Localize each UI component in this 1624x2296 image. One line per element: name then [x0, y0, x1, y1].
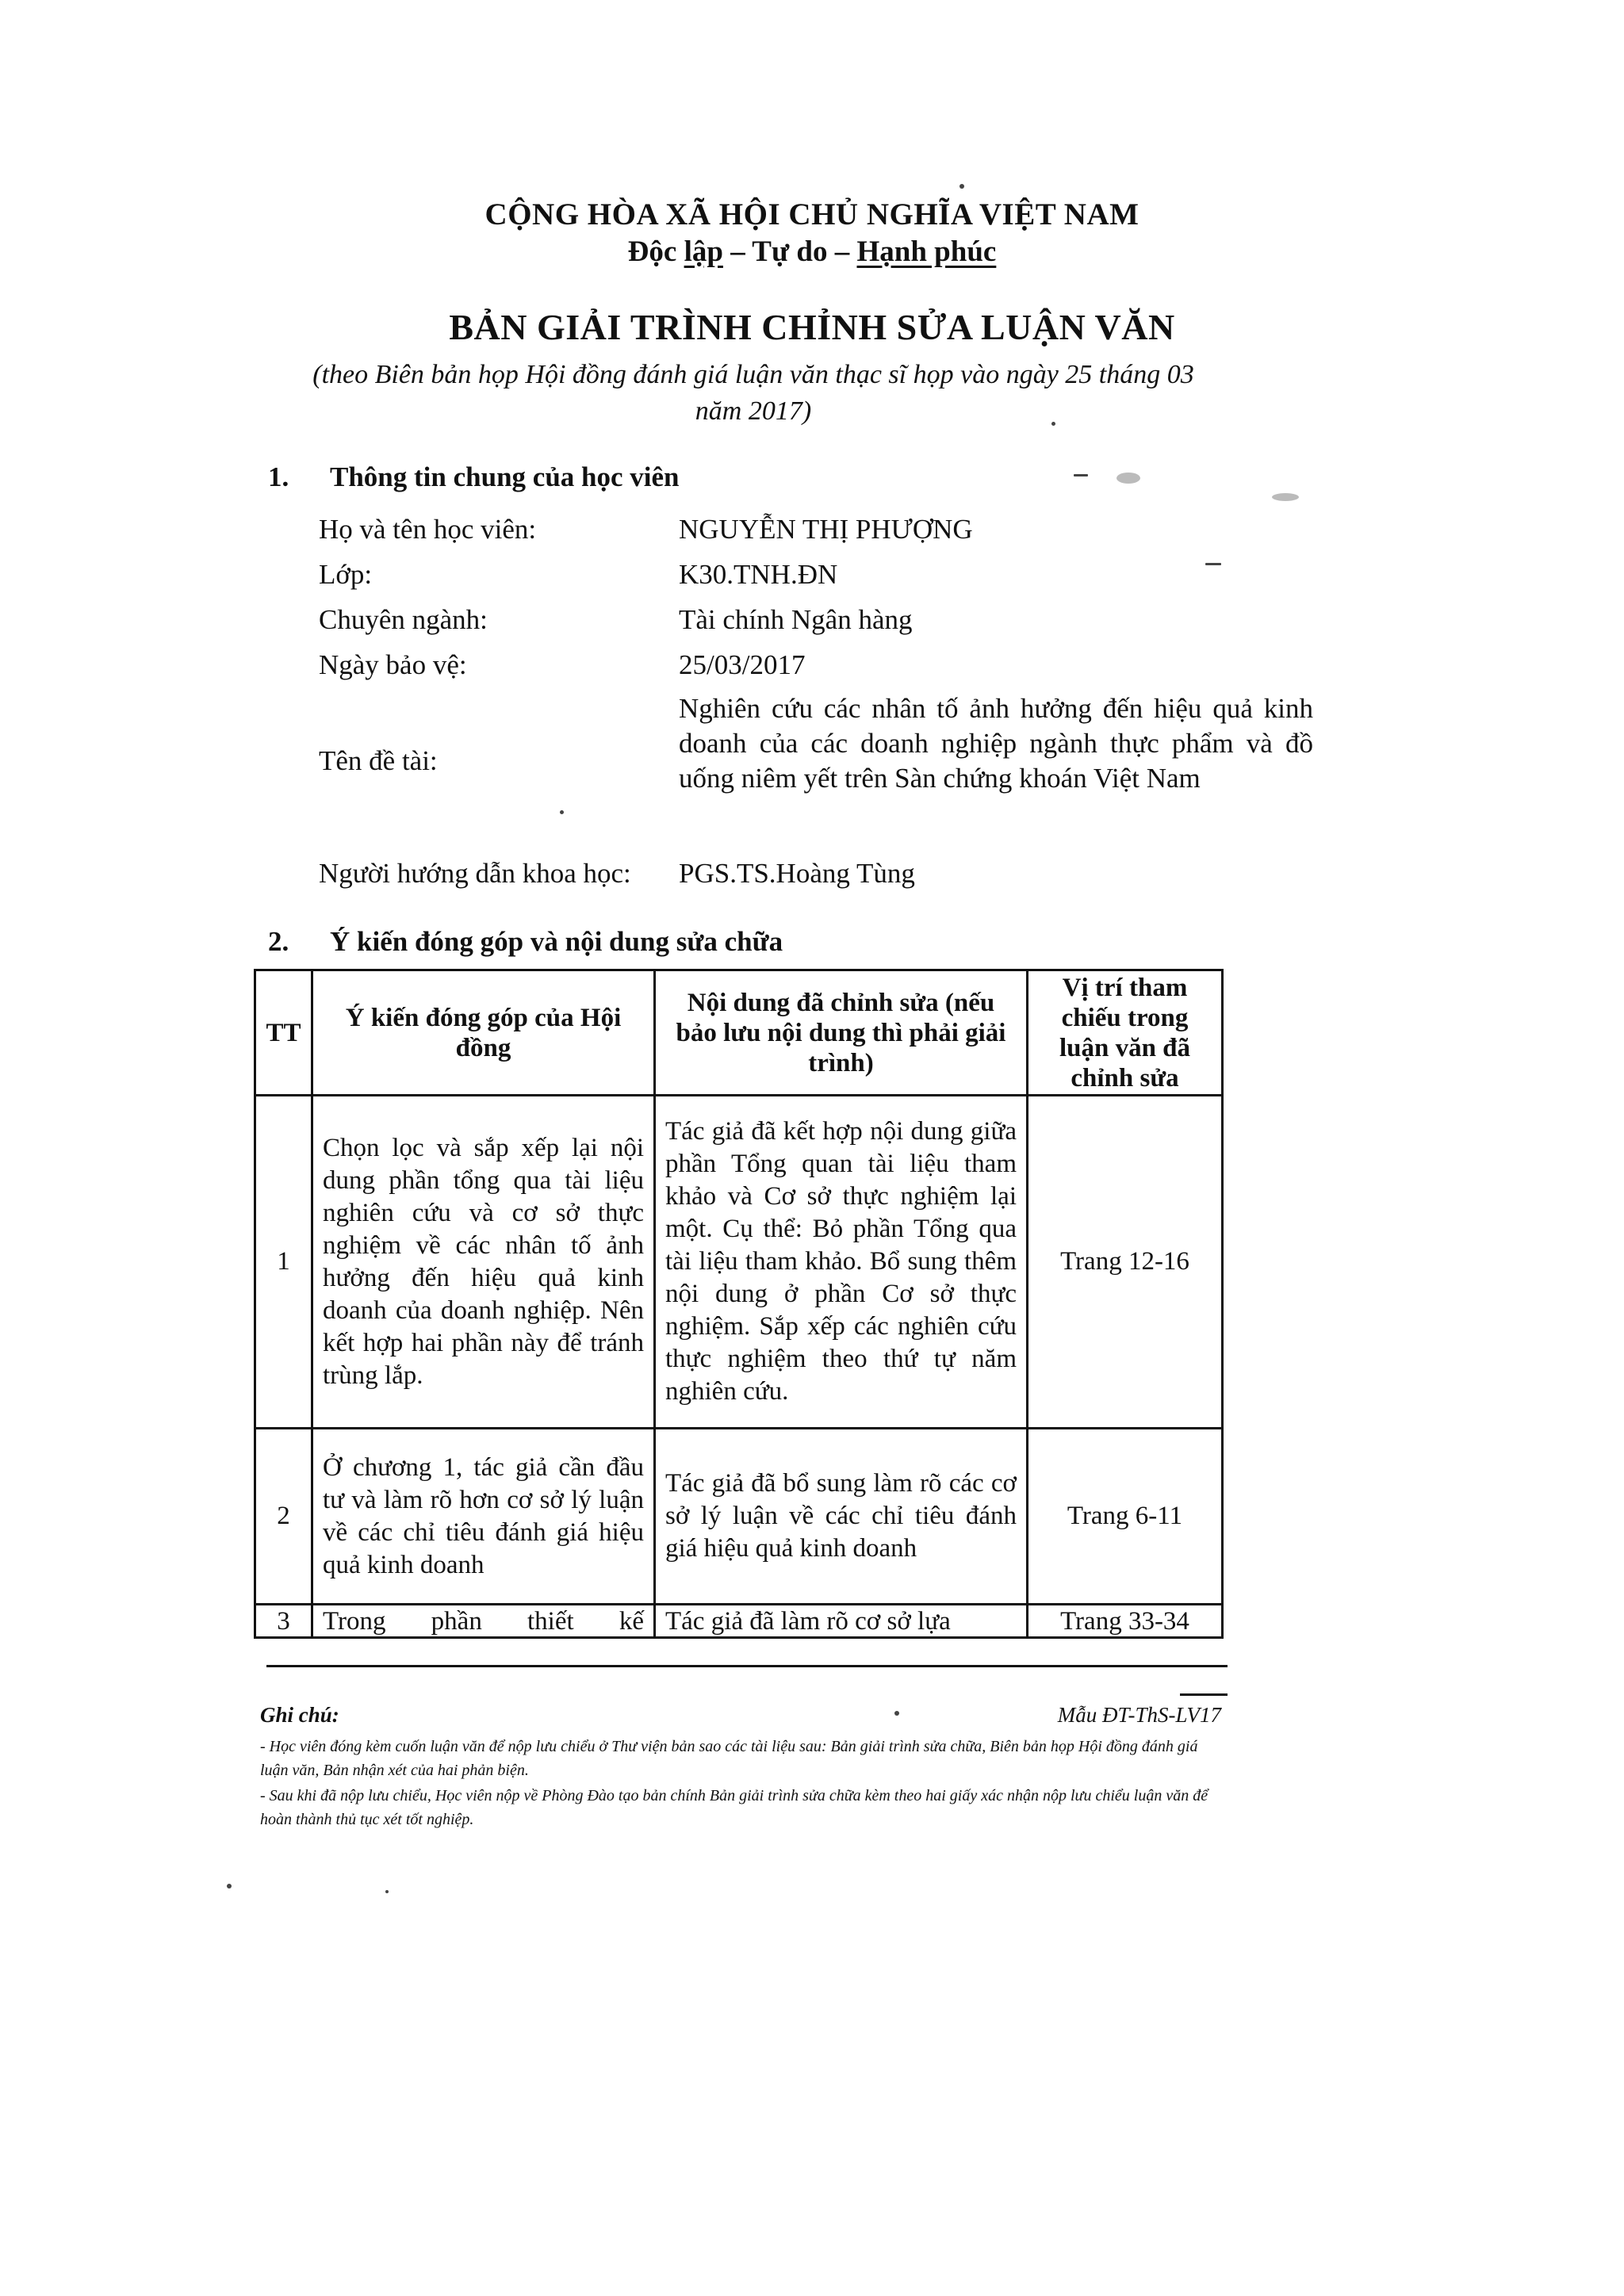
- field-value-advisor: PGS.TS.Hoàng Tùng: [679, 858, 915, 889]
- field-value-defense-date: 25/03/2017: [679, 649, 806, 680]
- scan-speck: [385, 1890, 389, 1893]
- row-3-reference: Trang 33-34: [1028, 1605, 1223, 1638]
- field-value-major: Tài chính Ngân hàng: [679, 604, 913, 635]
- row-1-tt: 1: [255, 1096, 312, 1429]
- section-1-title: Thông tin chung của học viên: [330, 461, 680, 492]
- field-value-thesis-title: Nghiên cứu các nhân tố ảnh hưởng đến hiệu quả kinh doanh của các doanh nghiệp ngành thực phẩm và đồ uống niêm yết trên Sàn chứng khoán Việt Nam: [679, 693, 1313, 794]
- scan-speck: [1074, 474, 1088, 476]
- row-2-reference: Trang 6-11: [1028, 1429, 1223, 1605]
- table-row: [255, 1429, 1223, 1605]
- scan-speck: [894, 1711, 899, 1716]
- section-2-number: 2.: [268, 926, 289, 957]
- row-2-tt: 2: [255, 1429, 312, 1605]
- field-label-thesis-title: Tên đề tài:: [319, 745, 438, 776]
- field-label-defense-date: Ngày bảo vệ:: [319, 649, 467, 680]
- motto-part-3: – Tự do –: [722, 235, 857, 268]
- scan-speck: [1205, 563, 1221, 565]
- row-2-comment: Ở chương 1, tác giả cần đầu tư và làm rõ hơn cơ sở lý luận về các chỉ tiêu đánh giá hiệu quả kinh doanh: [312, 1429, 655, 1605]
- section-2-title: Ý kiến đóng góp và nội dung sửa chữa: [330, 926, 783, 957]
- table-row: [255, 1096, 1223, 1429]
- motto: [0, 235, 1624, 269]
- field-value-class: K30.TNH.ĐN: [679, 559, 838, 590]
- table-header-row: [255, 970, 1223, 1096]
- field-value-student-name: NGUYỄN THỊ PHƯỢNG: [679, 514, 973, 545]
- row-1-revision: Tác giả đã kết hợp nội dung giữa phần Tổng quan tài liệu tham khảo và Cơ sở thực nghiệm lại một. Cụ thể: Bỏ phần Tổng qua tài liệu tham khảo. Bổ sung thêm nội dung ở phần Cơ sở thực nghiệm. Sắp xếp các nghiên cứu thực nghiệm theo thứ tự năm nghiên cứu.: [655, 1096, 1028, 1429]
- header-revision: Nội dung đã chỉnh sửa (nếu bảo lưu nội dung thì phải giải trình): [655, 970, 1028, 1096]
- motto-part-2: lập: [684, 235, 723, 268]
- header-reference: Vị trí tham chiếu trong luận văn đã chỉnh sửa: [1028, 970, 1223, 1096]
- field-label-advisor: Người hướng dẫn khoa học:: [319, 858, 631, 889]
- field-label-class: Lớp:: [319, 559, 373, 590]
- scan-speck: [227, 1884, 232, 1888]
- field-label-student-name: Họ và tên học viên:: [319, 514, 537, 545]
- note-body: [260, 1735, 1228, 1831]
- note-line-2: - Sau khi đã nộp lưu chiểu, Học viên nộp về Phòng Đào tạo bản chính Bản giải trình sửa chữa kèm theo hai giấy xác nhận nộp lưu chiểu luận văn để hoàn thành thủ tục xét tốt nghiệp.: [260, 1787, 1208, 1828]
- row-3-comment: Trong phần thiết kế: [312, 1605, 655, 1638]
- field-label-major: Chuyên ngành:: [319, 604, 488, 635]
- scan-speck: [1051, 422, 1055, 426]
- row-3-revision: Tác giả đã làm rõ cơ sở lựa: [655, 1605, 1028, 1638]
- scan-speck: [1272, 493, 1299, 501]
- revision-table: [254, 969, 1224, 1639]
- row-3-tt: 3: [255, 1605, 312, 1638]
- table-row: [255, 1605, 1223, 1638]
- section-1-number: 1.: [268, 461, 289, 492]
- motto-part-1: Độc: [627, 235, 684, 268]
- nation-header: CỘNG HÒA XÃ HỘI CHỦ NGHĨA VIỆT NAM: [485, 197, 1139, 232]
- header-tt: TT: [255, 970, 312, 1096]
- note-line-1: - Học viên đóng kèm cuốn luận văn để nộp lưu chiểu ở Thư viện bản sao các tài liệu sau: Bản giải trình sửa chữa, Biên bản họp Hội đồng đánh giá luận văn, Bản nhận xét của hai phản biện.: [260, 1738, 1198, 1779]
- footer-divider: [266, 1665, 1228, 1667]
- motto-part-4: Hạnh phúc: [856, 235, 997, 268]
- row-1-reference: Trang 12-16: [1028, 1096, 1223, 1429]
- document-subtitle: (theo Biên bản họp Hội đồng đánh giá luận văn thạc sĩ họp vào ngày 25 tháng 03 năm 2017): [312, 360, 1194, 426]
- header-comment: Ý kiến đóng góp của Hội đồng: [312, 970, 655, 1096]
- note-title: Ghi chú:: [260, 1703, 339, 1727]
- form-code: Mẫu ĐT-ThS-LV17: [1057, 1703, 1221, 1727]
- row-2-revision: Tác giả đã bổ sung làm rõ các cơ sở lý luận về các chỉ tiêu đánh giá hiệu quả kinh doanh: [655, 1429, 1028, 1605]
- scan-speck: [560, 810, 564, 814]
- scan-speck: [959, 184, 964, 189]
- footer-short-rule: [1180, 1693, 1228, 1696]
- row-1-comment: Chọn lọc và sắp xếp lại nội dung phần tổng qua tài liệu nghiên cứu và cơ sở thực nghiệm về các nhân tố ảnh hưởng đến hiệu quả kinh doanh của doanh nghiệp. Nên kết hợp hai phần này để tránh trùng lắp.: [312, 1096, 655, 1429]
- document-title: BẢN GIẢI TRÌNH CHỈNH SỬA LUẬN VĂN: [449, 307, 1175, 347]
- scan-speck: [1116, 473, 1140, 484]
